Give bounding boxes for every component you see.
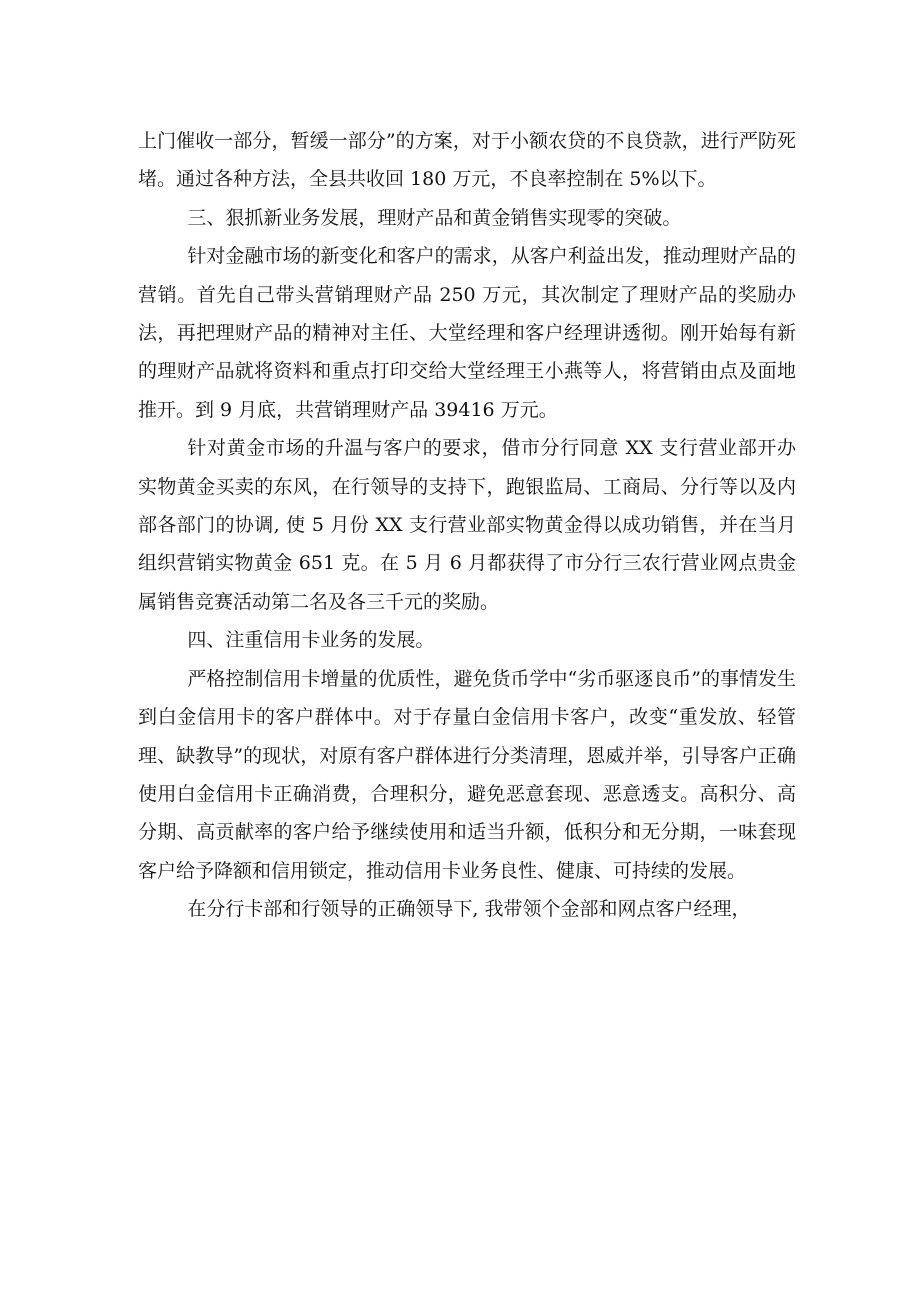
paragraph-continuation: 上门催收一部分，暂缓一部分”的方案，对于小额农贷的不良贷款，进行严防死堵。通过各种方法，全县共收回 180 万元，不良率控制在 5%以下。 <box>138 130 796 191</box>
paragraph-credit-cards: 严格控制信用卡增量的优质性，避免货币学中“劣币驱逐良币”的事情发生到白金信用卡的客户群体中。对于存量白金信用卡客户，改变“重发放、轻管理、缺教导”的现状，对原有客户群体进行分类清理，恩威并举，引导客户正确使用白金信用卡正确消费，合理积分，避免恶意套现、恶意透支。高积分、高分期、高贡献率的客户给予继续使用和适当升额，低积分和无分期，一味套现客户给予降额和信用锁定，推动信用卡业务良性、健康、可持续的发展。 <box>138 667 796 882</box>
paragraph-card-leadership: 在分行卡部和行领导的正确领导下, 我带领个金部和网点客户经理， <box>187 898 751 921</box>
document-body <box>138 122 796 929</box>
paragraph-gold-sales: 针对黄金市场的升温与客户的要求，借市分行同意 XX 支行营业部开办实物黄金买卖的东风，在行领导的支持下，跑银监局、工商局、分行等以及内部各部门的协调, 使 5 月份 XX 支行营业部实物黄金得以成功销售，并在当月组织营销实物黄金 651 克。在 5 月 6 月都获得了市分行三农行营业网点贵金属销售竞赛活动第二名及各三千元的奖励。 <box>138 437 796 613</box>
paragraph-wealth-products: 针对金融市场的新变化和客户的需求，从客户利益出发，推动理财产品的营销。首先自己带头营销理财产品 250 万元，其次制定了理财产品的奖励办法，再把理财产品的精神对主任、大堂经理和客户经理讲透彻。刚开始每有新的理财产品就将资料和重点打印交给大堂经理王小燕等人，将营销由点及面地推开。到 9 月底，共营销理财产品 39416 万元。 <box>138 245 796 421</box>
section-heading-3: 三、狠抓新业务发展，理财产品和黄金销售实现零的突破。 <box>187 206 682 229</box>
section-heading-4: 四、注重信用卡业务的发展。 <box>187 629 435 652</box>
